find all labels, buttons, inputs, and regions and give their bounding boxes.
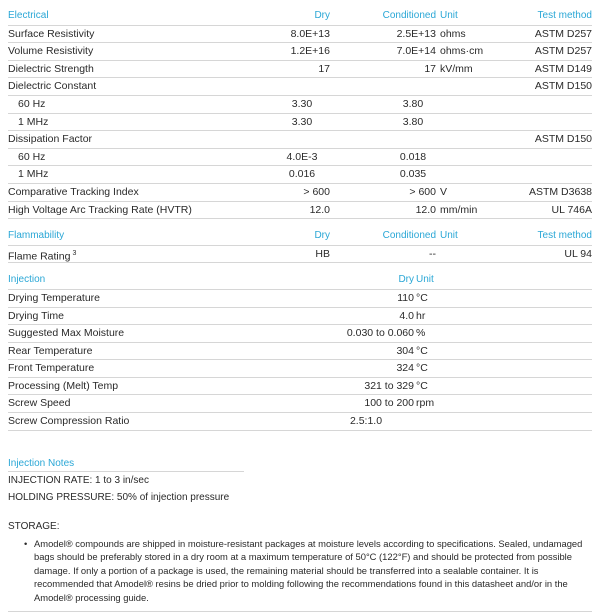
col-dry: Dry [314, 10, 330, 21]
table-row [8, 149, 592, 167]
conditioned-value: 0.035 [399, 168, 427, 181]
property-label: Volume Resistivity [8, 45, 94, 58]
property-label: Processing (Melt) Temp [8, 379, 119, 392]
table-row [8, 61, 592, 79]
unit-value: % [416, 327, 426, 340]
dry-value: 304 [396, 344, 414, 357]
conditioned-value: 3.80 [402, 115, 424, 128]
bullet-icon: • [24, 537, 28, 549]
table-row [8, 343, 592, 361]
property-label: Screw Speed [8, 397, 71, 410]
dry-value: 8.0E+13 [290, 27, 330, 40]
test-method-value: ASTM D3638 [528, 185, 592, 198]
electrical-header [8, 8, 592, 26]
flammability-header [8, 228, 592, 246]
unit-value: °C [416, 344, 428, 357]
conditioned-value: 7.0E+14 [396, 45, 436, 58]
dry-value: 4.0 [399, 309, 414, 322]
dry-value: 4.0E-3 [286, 150, 318, 163]
conditioned-value: 17 [424, 62, 436, 75]
col-unit: Unit [416, 274, 434, 286]
unit-value: ohms [440, 27, 466, 40]
note-holding-pressure: HOLDING PRESSURE: 50% of injection pressure [8, 491, 230, 503]
property-label: 1 MHz [18, 168, 49, 181]
section-title: Electrical [8, 10, 49, 21]
test-method-value: ASTM D149 [534, 62, 592, 75]
table-row [8, 360, 592, 378]
table-row [8, 43, 592, 61]
test-method-value: UL 94 [564, 247, 592, 260]
unit-value: mm/min [440, 203, 478, 216]
section-title: Injection [8, 274, 46, 286]
flammability-table [8, 246, 592, 264]
property-label: Front Temperature [8, 362, 95, 375]
test-method-value: ASTM D257 [534, 27, 592, 40]
property-label: Comparative Tracking Index [8, 185, 139, 198]
electrical-table [8, 26, 592, 220]
dry-value: 0.030 to 0.060 [346, 327, 414, 340]
table-row [8, 413, 592, 431]
table-row [8, 78, 592, 96]
dry-value: 324 [396, 362, 414, 375]
dry-value: 0.016 [288, 168, 316, 181]
dry-value: 1.2E+16 [290, 45, 330, 58]
col-conditioned: Conditioned [382, 10, 436, 21]
unit-value: rpm [416, 397, 435, 410]
col-test-method: Test method [537, 230, 592, 242]
property-label: Dielectric Constant [8, 80, 97, 93]
divider [8, 611, 592, 612]
injection-notes-title: Injection Notes [8, 457, 244, 472]
table-row [8, 395, 592, 413]
test-method-value: ASTM D150 [534, 133, 592, 146]
unit-value: °C [416, 379, 428, 392]
property-label [8, 246, 76, 265]
property-label: 1 MHz [18, 115, 49, 128]
col-unit: Unit [440, 230, 458, 242]
dry-value: HB [315, 247, 330, 260]
unit-value: kV/mm [440, 62, 473, 75]
dry-value: 12.0 [309, 203, 330, 216]
footnote-marker: 3 [72, 249, 77, 257]
table-row [8, 166, 592, 184]
injection-header [8, 272, 592, 290]
dry-value: 2.5:1.0 [349, 415, 383, 428]
storage-note [24, 537, 594, 605]
storage-title: STORAGE: [8, 520, 60, 532]
property-label: Dissipation Factor [8, 133, 93, 146]
col-conditioned: Conditioned [382, 230, 436, 242]
property-label: Dielectric Strength [8, 62, 94, 75]
table-row [8, 114, 592, 132]
table-row [8, 246, 592, 264]
table-row [8, 308, 592, 326]
unit-value: V [440, 185, 448, 198]
property-label: 60 Hz [18, 150, 46, 163]
property-label: Suggested Max Moisture [8, 327, 125, 340]
conditioned-value: -- [429, 247, 436, 260]
table-row [8, 290, 592, 308]
table-row [8, 26, 592, 44]
table-row [8, 325, 592, 343]
table-row [8, 96, 592, 114]
property-label: Drying Temperature [8, 291, 101, 304]
property-label-text: Flame Rating [8, 250, 71, 263]
table-row [8, 202, 592, 220]
injection-table [8, 290, 592, 431]
conditioned-value: 0.018 [399, 150, 427, 163]
dry-value: 3.30 [291, 115, 313, 128]
property-label: 60 Hz [18, 97, 46, 110]
col-dry: Dry [398, 274, 414, 286]
section-title: Flammability [8, 230, 65, 242]
conditioned-value: 2.5E+13 [396, 27, 436, 40]
test-method-value: ASTM D257 [534, 45, 592, 58]
storage-text: Amodel® compounds are shipped in moisture-resistant packages at moisture levels according to specifications. Sealed, undamaged bags should be preferably stored in a dry room at a maximum temperature of 50°C (122°F) and should be protected from possible damage. If only a portion of a package is used, the remaining material should be transferred into a sealable container. It is recommended that Amodel® resins be dried prior to molding following the recommendations found in this datasheet and/or in the Amodel® processing guide. [34, 537, 583, 604]
dry-value: 100 to 200 [364, 397, 414, 410]
property-label: High Voltage Arc Tracking Rate (HVTR) [8, 203, 192, 216]
dry-value: 110 [397, 291, 414, 304]
unit-value: hr [416, 309, 426, 322]
dry-value: 3.30 [291, 97, 313, 110]
datasheet [8, 8, 592, 612]
property-label: Surface Resistivity [8, 27, 95, 40]
table-row [8, 131, 592, 149]
unit-value: °C [416, 362, 428, 375]
dry-value: 17 [318, 62, 330, 75]
col-dry: Dry [314, 230, 330, 242]
property-label: Rear Temperature [8, 344, 93, 357]
col-test-method: Test method [537, 10, 592, 21]
test-method-value: ASTM D150 [534, 80, 592, 93]
property-label: Drying Time [8, 309, 65, 322]
property-label: Screw Compression Ratio [8, 415, 130, 428]
unit-value: °C [416, 291, 428, 304]
dry-value: > 600 [303, 185, 330, 198]
col-unit: Unit [440, 10, 458, 21]
conditioned-value: 12.0 [415, 203, 436, 216]
test-method-value: UL 746A [551, 203, 592, 216]
unit-value: ohms·cm [440, 45, 484, 58]
conditioned-value: 3.80 [402, 97, 424, 110]
dry-value: 321 to 329 [364, 379, 414, 392]
conditioned-value: > 600 [409, 185, 436, 198]
table-row [8, 378, 592, 396]
note-injection-rate: INJECTION RATE: 1 to 3 in/sec [8, 474, 149, 486]
table-row [8, 184, 592, 202]
